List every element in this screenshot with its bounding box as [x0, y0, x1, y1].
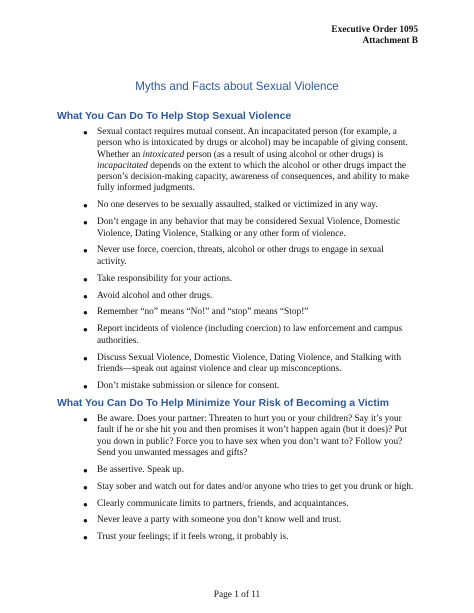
bullet-text: Clearly communicate limits to partners, friends, and acquaintances. [97, 498, 349, 509]
bullet-text: No one deserves to be sexually assaulted, stalked or victimized in any way. [97, 200, 378, 211]
bullet-icon: ● [83, 499, 88, 509]
bullet-text: Be assertive. Speak up. [97, 464, 184, 475]
list-item [0, 465, 415, 476]
header-attachment: Attachment B [362, 36, 418, 46]
bullet-text: Stay sober and watch out for dates and/or anyone who tries to get you drunk or high. [97, 481, 414, 492]
section-heading-stop-violence: What You Can Do To Help Stop Sexual Violence [57, 111, 292, 122]
list-item [0, 532, 415, 543]
list-item [0, 274, 415, 285]
bullet-icon: ● [83, 415, 88, 424]
list-item [0, 381, 415, 392]
bullet-icon: ● [83, 325, 88, 335]
bullet-text: Report incidents of violence (including coercion) to law enforcement and campus authorities. [97, 324, 403, 346]
bullet-icon: ● [83, 274, 88, 284]
bullet-text: Never use force, coercion, threats, alcohol or other drugs to engage in sexual activity. [97, 245, 384, 267]
bullet-icon: ● [83, 201, 88, 211]
list-item [0, 127, 415, 195]
bullet-icon: ● [83, 128, 88, 137]
bullet-icon: ● [83, 246, 88, 256]
bullet-icon: ● [83, 482, 88, 492]
bullet-icon: ● [83, 465, 88, 475]
bullet-icon: ● [83, 218, 88, 228]
bullet-text: Discuss Sexual Violence, Domestic Violence, Dating Violence, and Stalking with friends—speak out against violence and clear up misconceptions. [97, 352, 402, 374]
bullet-icon: ● [83, 308, 88, 318]
bullet-icon: ● [83, 516, 88, 526]
bullet-list-minimize-risk [0, 414, 474, 549]
list-item [0, 307, 415, 318]
bullet-text: Never leave a party with someone you don’t know well and trust. [97, 515, 342, 526]
page-number-footer: Page 1 of 11 [213, 590, 261, 600]
list-item [0, 414, 415, 459]
bullet-text: Trust your feelings; if it feels wrong, it probably is. [97, 532, 289, 543]
bullet-text: Don’t mistake submission or silence for consent. [97, 380, 280, 391]
bullet-text: Don’t engage in any behavior that may be considered Sexual Violence, Domestic Violence, Dating Violence, Stalking or any other form of violence. [97, 217, 401, 239]
bullet-icon: ● [83, 291, 88, 301]
section-heading-minimize-risk: What You Can Do To Help Minimize Your Risk of Becoming a Victim [57, 398, 389, 409]
bullet-icon: ● [83, 353, 88, 363]
list-item [0, 515, 415, 526]
list-item [0, 200, 415, 211]
bullet-text: Be aware. Does your partner: Threaten to hurt you or your children? Say it’s your fault if he or she hit you and then promises it won’t happen again (but it does)? Put you down in public? Force you to have sex when you don’t want to? Follow you? Send you unwanted messages and gifts? [97, 414, 407, 458]
bullet-list-stop-violence [0, 127, 474, 398]
list-item [0, 499, 415, 510]
list-item [0, 353, 415, 376]
bullet-text: Avoid alcohol and other drugs. [97, 290, 213, 301]
list-item [0, 291, 415, 302]
list-item [0, 482, 415, 493]
bullet-icon: ● [83, 533, 88, 543]
bullet-text: Take responsibility for your actions. [97, 273, 233, 284]
list-item [0, 245, 415, 268]
bullet-text: Sexual contact requires mutual consent. An incapacitated person (for example, a person who is intoxicated by drugs or alcohol) may be incapable of giving consent. Whether an intoxicated person (as a result of using alcohol or other drugs) is incapacitated depends on the extent to which the alcohol or other drugs impact the person’s decision-making capacity, awareness of consequences, and ability to make fully informed judgments. [97, 127, 410, 194]
header-executive-order: Executive Order 1095 [331, 25, 418, 35]
list-item [0, 324, 415, 347]
document-header [331, 25, 418, 47]
bullet-text: Remember “no” means “No!” and “stop” means “Stop!” [97, 307, 309, 318]
bullet-icon: ● [83, 381, 88, 391]
document-title: Myths and Facts about Sexual Violence [135, 80, 339, 93]
list-item [0, 217, 415, 240]
